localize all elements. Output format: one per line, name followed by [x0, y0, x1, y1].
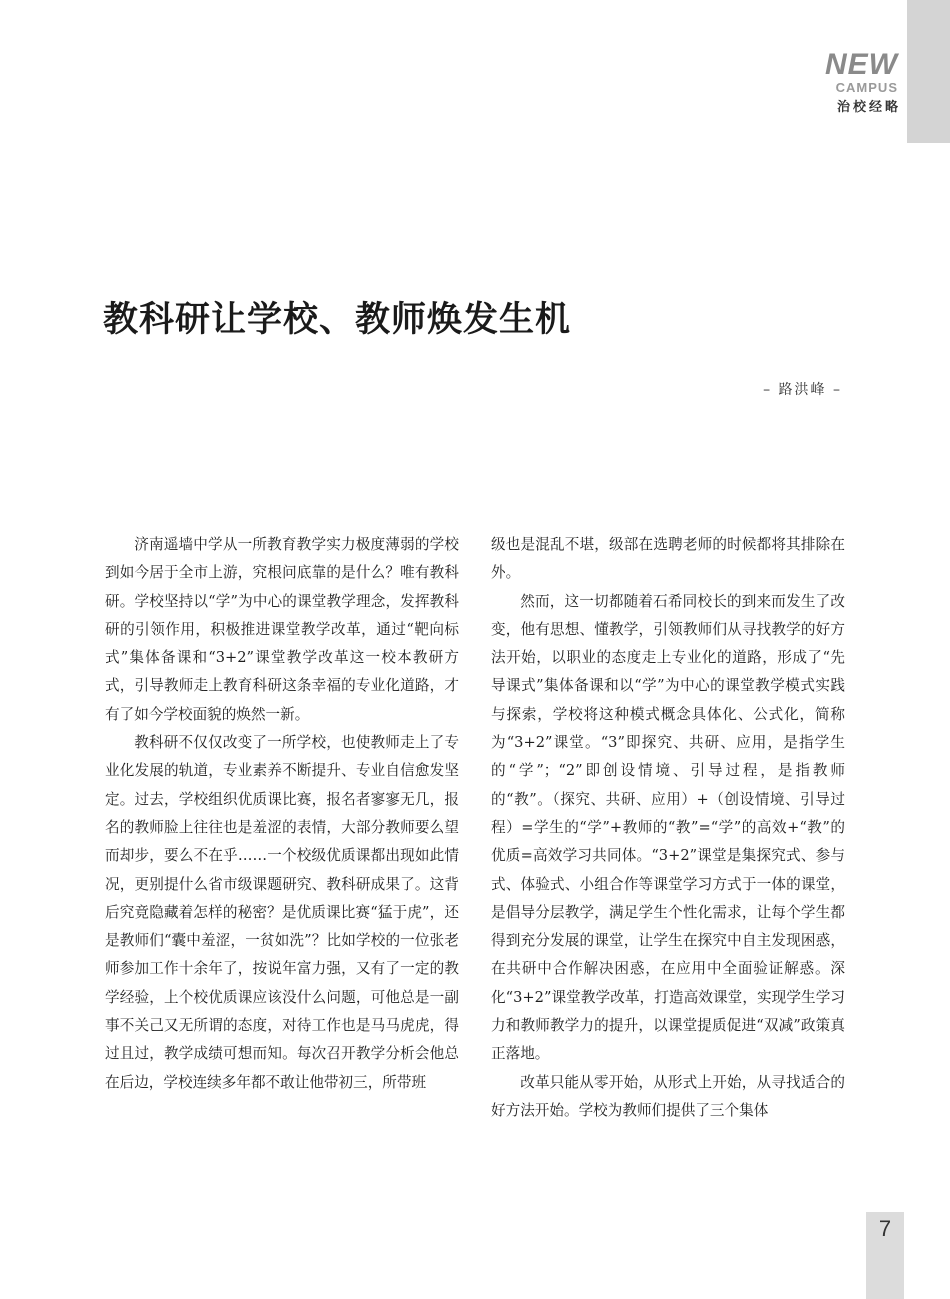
header-tab-decoration	[907, 0, 950, 143]
paragraph: 然而，这一切都随着石希同校长的到来而发生了改变，他有思想、懂教学，引领教师们从寻找教学的好方法开始，以职业的态度走上专业化的道路，形成了“先导课式”集体备课和以“学”为中心的课堂教学模式实践与探索，学校将这种模式概念具体化、公式化，简称为“3+2”课堂。“3”即探究、共研、应用，是指学生的“学”；“2”即创设情境、引导过程，是指教师的“教”。（探究、共研、应用）+（创设情境、引导过程）=学生的“学”+教师的“教”=“学”的高效+“教”的优质=高效学习共同体。“3+2”课堂是集探究式、参与式、体验式、小组合作等课堂学习方式于一体的课堂，是倡导分层教学，满足学生个性化需求，让每个学生都得到充分发展的课堂，让学生在探究中自主发现困惑，在共研中合作解决困惑，在应用中全面验证解惑。深化“3+2”课堂教学改革，打造高效课堂，实现学生学习力和教师教学力的提升，以课堂提质促进“双减”政策真正落地。	[491, 592, 845, 1063]
left-column	[105, 531, 459, 1097]
article-title: 教科研让学校、教师焕发生机	[103, 300, 572, 340]
brand-new-logo: NEW	[825, 48, 898, 81]
magazine-brand	[825, 48, 901, 115]
brand-campus-logo: CAMPUS	[835, 80, 898, 95]
paragraph: 济南遥墙中学从一所教育教学实力极度薄弱的学校到如今居于全市上游，究根问底靠的是什么？唯有教科研。学校坚持以“学”为中心的课堂教学理念，发挥教科研的引领作用，积极推进课堂教学改革，通过“靶向标式”集体备课和“3+2”课堂教学改革这一校本教研方式，引导教师走上教育科研这条幸福的专业化道路，才有了如今学校面貌的焕然一新。	[105, 536, 459, 723]
author-byline: – 路洪峰 –	[763, 382, 842, 398]
paragraph: 教科研不仅仅改变了一所学校，也使教师走上了专业化发展的轨道，专业素养不断提升、专业自信愈发坚定。过去，学校组织优质课比赛，报名者寥寥无几，报名的教师脸上往往也是羞涩的表情，大部分教师要么望而却步，要么不在乎……一个校级优质课都出现如此情况，更别提什么省市级课题研究、教科研成果了。这背后究竟隐藏着怎样的秘密？是优质课比赛“猛于虎”，还是教师们“囊中羞涩，一贫如洗”？比如学校的一位张老师参加工作十余年了，按说年富力强，又有了一定的教学经验，上个校优质课应该没什么问题，可他总是一副事不关己又无所谓的态度，对待工作也是马马虎虎，得过且过，教学成绩可想而知。每次召开教学分析会他总在后边，学校连续多年都不敢让他带初三，所带班	[105, 734, 459, 1091]
right-column	[491, 531, 845, 1125]
paragraph-continuation: 级也是混乱不堪，级部在选聘老师的时候都将其排除在外。	[491, 536, 845, 582]
paragraph: 改革只能从零开始，从形式上开始，从寻找适合的好方法开始。学校为教师们提供了三个集体	[491, 1073, 845, 1119]
page-number: 7	[878, 1216, 892, 1241]
section-name: 治校经略	[836, 99, 901, 114]
